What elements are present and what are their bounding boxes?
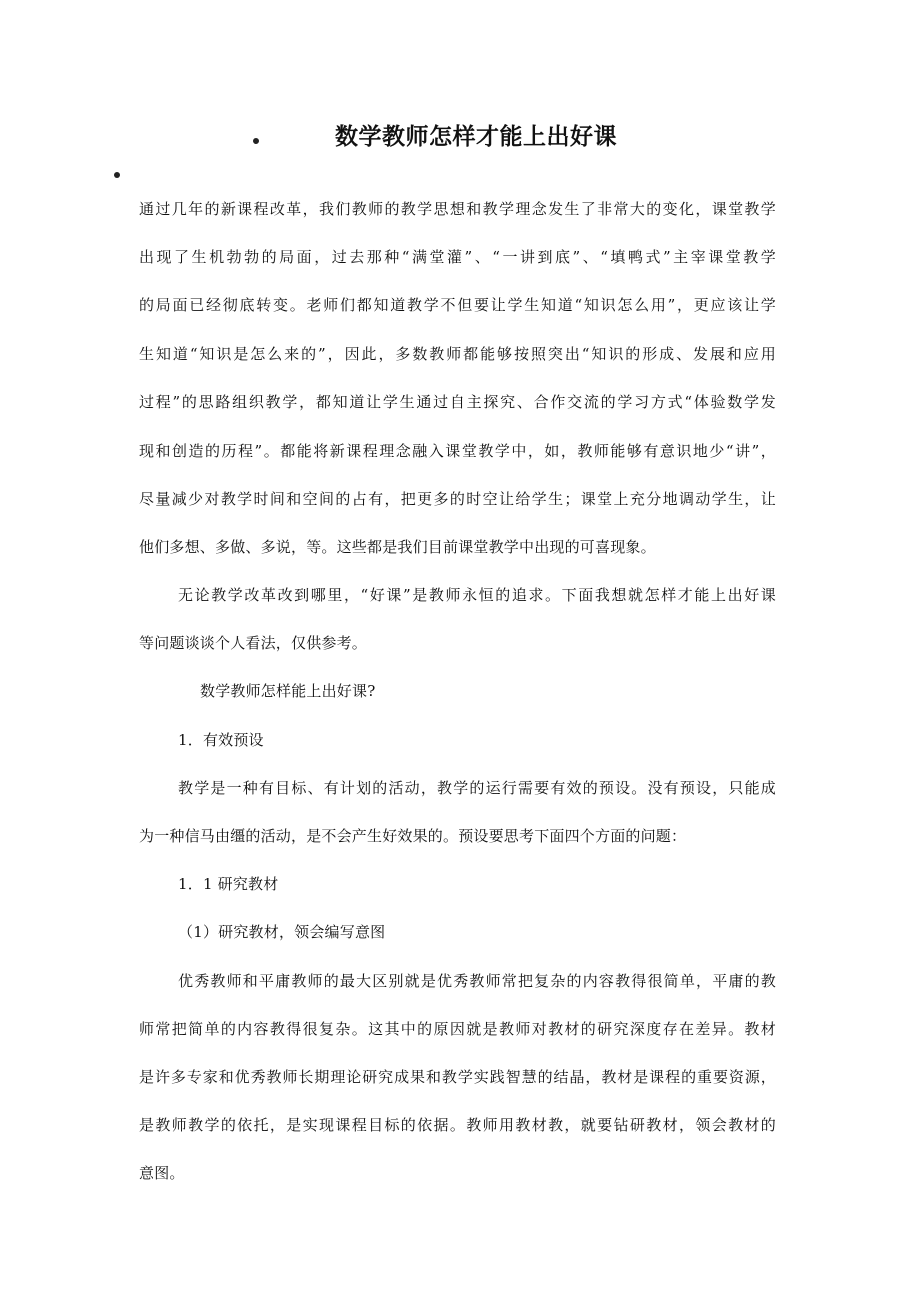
subsection-heading: 1．1 研究教材 [178, 875, 279, 893]
body-line: 过程”的思路组织教学，都知道让学生通过自主探究、合作交流的学习方式“体验数学发 [139, 393, 776, 411]
body-line: 的局面已经彻底转变。老师们都知道教学不但要让学生知道“知识怎么用”，更应该让学 [139, 296, 776, 314]
empty-list-bullet [114, 172, 120, 178]
body-line: 意图。 [139, 1164, 185, 1182]
body-line: 生知道“知识是怎么来的”，因此，多数教师都能够按照突出“知识的形成、发展和应用 [139, 345, 776, 363]
body-line: 是许多专家和优秀教师长期理论研究成果和教学实践智慧的结晶，教材是课程的重要资源， [139, 1068, 776, 1086]
subsection-item: （1）研究教材，领会编写意图 [178, 923, 386, 941]
body-line: 师常把简单的内容教得很复杂。这其中的原因就是教师对教材的研究深度存在差异。教材 [139, 1020, 776, 1038]
body-line: 通过几年的新课程改革，我们教师的教学思想和教学理念发生了非常大的变化，课堂教学 [139, 200, 776, 218]
document-title: 数学教师怎样才能上出好课 [335, 123, 617, 150]
body-line: 为一种信马由缰的活动，是不会产生好效果的。预设要思考下面四个方面的问题： [139, 827, 687, 845]
body-line: 无论教学改革改到哪里，“好课”是教师永恒的追求。下面我想就怎样才能上出好课 [178, 586, 776, 604]
section-heading: 1．有效预设 [178, 731, 264, 749]
body-line: 他们多想、多做、多说，等。这些都是我们目前课堂教学中出现的可喜现象。 [139, 538, 656, 556]
body-line: 尽量减少对教学时间和空间的占有，把更多的时空让给学生；课堂上充分地调动学生，让 [139, 490, 776, 508]
body-line: 出现了生机勃勃的局面，过去那种“满堂灌”、“一讲到底”、“填鸭式”主宰课堂教学 [139, 248, 776, 266]
title-bullet [253, 138, 259, 144]
body-line: 是教师教学的依托，是实现课程目标的依据。教师用教材教，就要钻研教材，领会教材的 [139, 1116, 776, 1134]
body-line: 等问题谈谈个人看法，仅供参考。 [139, 634, 368, 652]
body-line: 优秀教师和平庸教师的最大区别就是优秀教师常把复杂的内容教得很简单，平庸的教 [178, 972, 776, 990]
body-line: 现和创造的历程”。都能将新课程理念融入课堂教学中，如，教师能够有意识地少“讲”， [139, 442, 776, 460]
body-line: 教学是一种有目标、有计划的活动，教学的运行需要有效的预设。没有预设，只能成 [178, 779, 776, 797]
section-question: 数学教师怎样能上出好课? [200, 682, 376, 700]
